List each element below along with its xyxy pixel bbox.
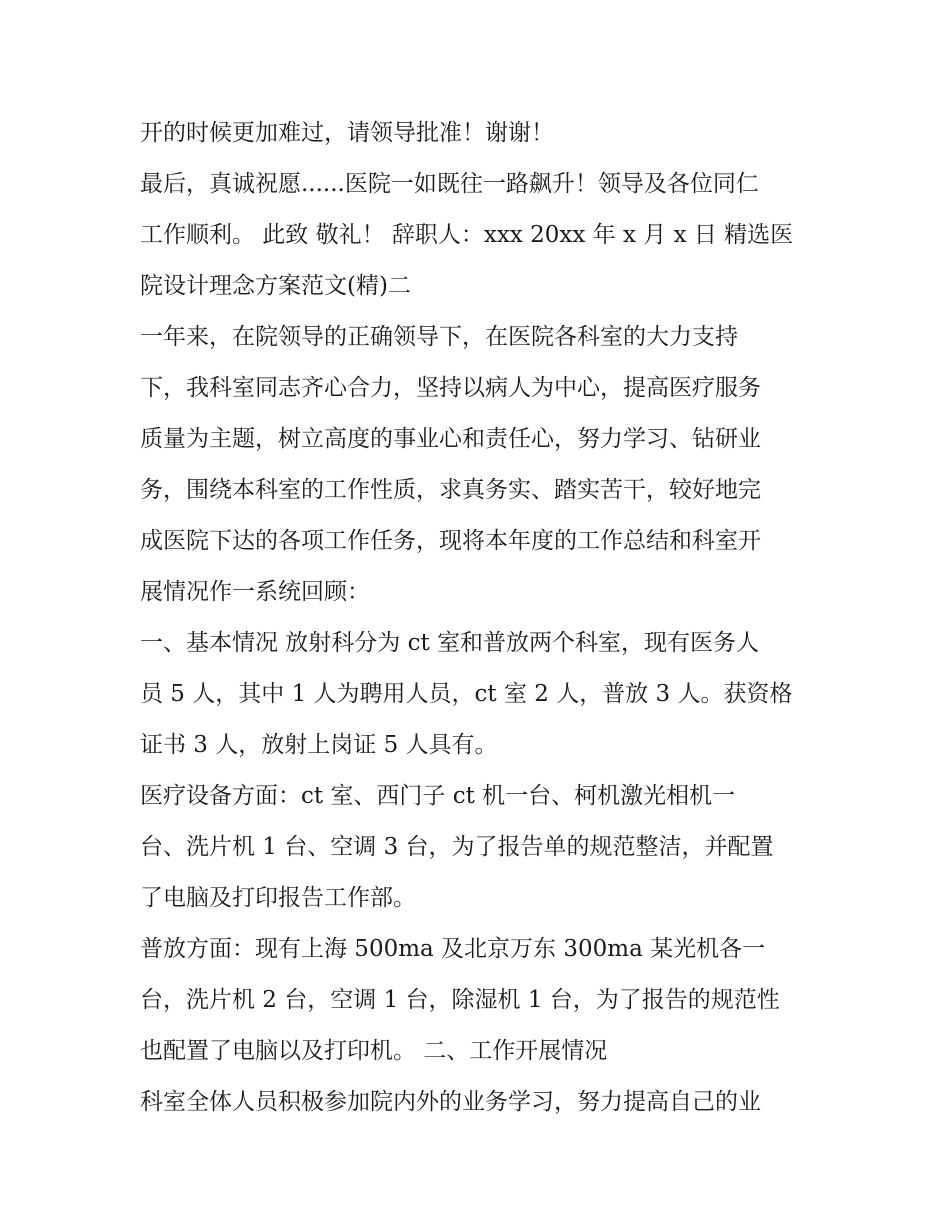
text-line: 成医院下达的各项工作任务，现将本年度的工作总结和科室开	[140, 528, 761, 554]
text-line: 了电脑及打印报告工作部。	[140, 885, 416, 911]
text-line: 普放方面：现有上海 500ma 及北京万东 300ma 某光机各一	[140, 936, 766, 962]
text-line: 务，围绕本科室的工作性质，求真务实、踏实苦干，较好地完	[140, 477, 761, 503]
text-line: 最后，真诚祝愿......医院一如既往一路飙升！领导及各位同仁	[140, 171, 759, 197]
text-line: 下，我科室同志齐心合力，坚持以病人为中心，提高医疗服务	[140, 375, 761, 401]
text-line: 科室全体人员积极参加院内外的业务学习，努力提高自己的业	[140, 1089, 761, 1115]
text-line: 展情况作一系统回顾：	[140, 579, 370, 605]
text-line: 一年来，在院领导的正确领导下，在医院各科室的大力支持	[140, 324, 738, 350]
text-line: 一、基本情况 放射科分为 ct 室和普放两个科室，现有医务人	[140, 630, 760, 656]
text-line: 台，洗片机 2 台，空调 1 台，除湿机 1 台，为了报告的规范性	[140, 987, 780, 1013]
text-line: 台、洗片机 1 台、空调 3 台，为了报告单的规范整洁，并配置	[140, 834, 774, 860]
document-body	[140, 108, 830, 1128]
text-line: 院设计理念方案范文(精)二	[140, 273, 411, 299]
text-line: 医疗设备方面：ct 室、西门子 ct 机一台、柯机激光相机一	[140, 783, 736, 809]
text-line: 开的时候更加难过，请领导批准！谢谢！	[140, 120, 554, 146]
text-line: 工作顺利。 此致 敬礼！ 辞职人：xxx 20xx 年 x 月 x 日 精选医	[140, 222, 794, 248]
text-line: 也配置了电脑以及打印机。 二、工作开展情况	[140, 1038, 608, 1064]
text-line: 员 5 人，其中 1 人为聘用人员，ct 室 2 人，普放 3 人。获资格	[140, 681, 793, 707]
text-line: 证书 3 人，放射上岗证 5 人具有。	[140, 732, 498, 758]
text-line: 质量为主题，树立高度的事业心和责任心，努力学习、钻研业	[140, 426, 761, 452]
